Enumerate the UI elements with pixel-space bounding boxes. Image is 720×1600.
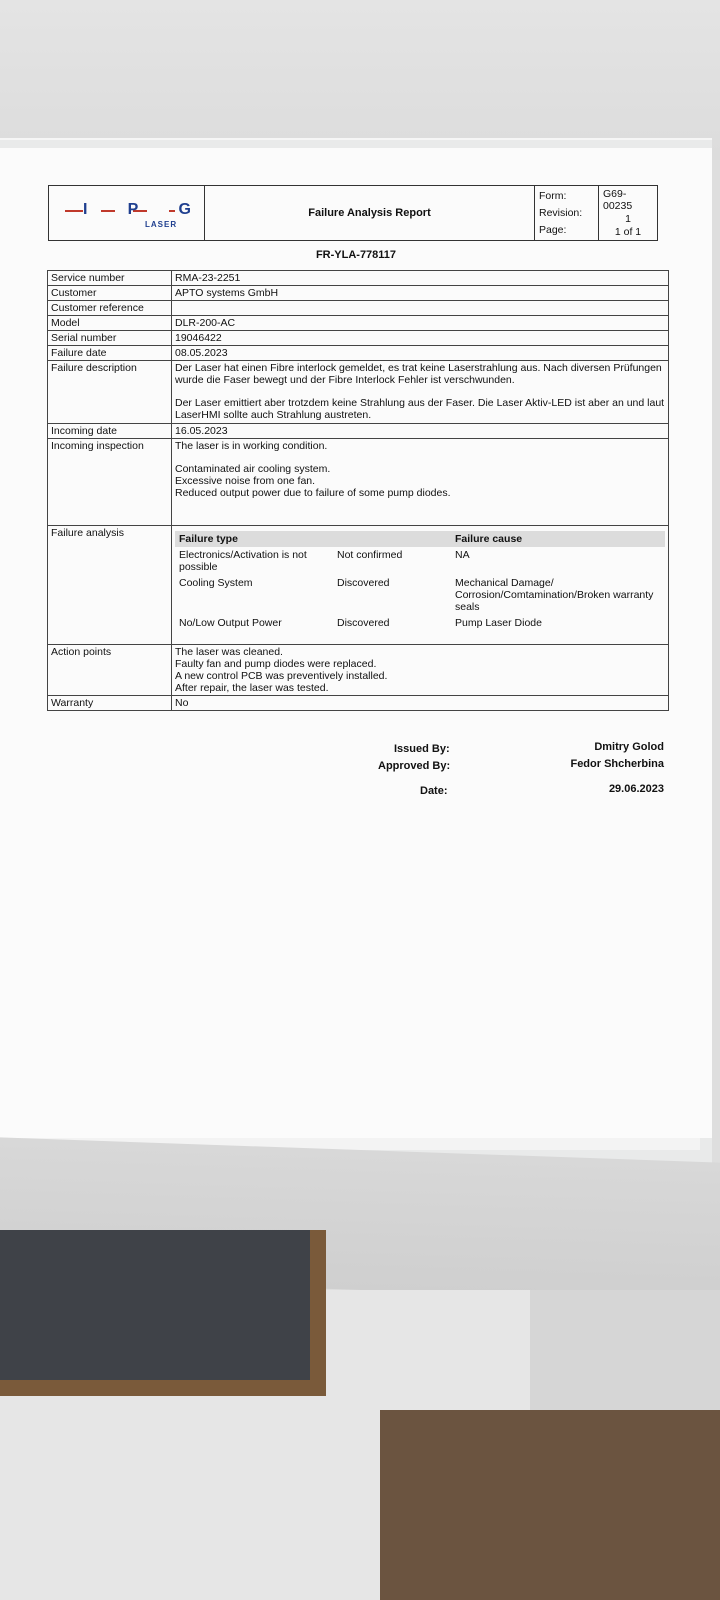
background-wall — [0, 0, 720, 160]
failure-analysis-value — [172, 526, 669, 645]
failure-cause-cell: Mechanical Damage/ Corrosion/Comtamination/Broken warranty seals — [455, 577, 654, 613]
customer-label: Customer — [48, 286, 172, 301]
incoming-inspection-l1: The laser is in working condition. — [175, 440, 328, 452]
action-points-value — [172, 645, 669, 696]
wood-board — [380, 1410, 720, 1600]
table-row — [48, 424, 669, 439]
revision-value: 1 — [625, 212, 631, 225]
failure-type-header: Failure type — [175, 531, 333, 547]
failure-cause-cell: NA — [455, 549, 470, 561]
failure-status-cell: Discovered — [337, 617, 390, 629]
failure-description-value — [172, 361, 669, 424]
table-row — [48, 439, 669, 526]
model-value: DLR-200-AC — [172, 316, 669, 331]
customer-value: APTO systems GmbH — [172, 286, 669, 301]
ipg-logo — [49, 186, 205, 240]
table-row — [48, 316, 669, 331]
foam-tray — [0, 1230, 326, 1396]
report-title: Failure Analysis Report — [205, 186, 535, 240]
failure-analysis-table — [175, 531, 665, 631]
action-points-l2: Faulty fan and pump diodes were replaced. — [175, 658, 377, 670]
failure-description-p1: Der Laser hat einen Fibre interlock gemeldet, es trat keine Laserstrahlung aus. Nach diversen Prüfungen wurde die Faser bewegt und der Fibre Interlock Fehler ist verschwunden. — [175, 362, 662, 386]
failure-analysis-header-row — [175, 531, 665, 547]
document-id: FR-YLA-778117 — [315, 249, 397, 261]
customer-reference-label: Customer reference — [48, 301, 172, 316]
report-header — [48, 185, 658, 241]
revision-label: Revision: — [539, 206, 583, 219]
logo-letter-i: I — [83, 201, 90, 218]
failure-type-cell: Electronics/Activation is not possible — [179, 549, 307, 573]
model-label: Model — [48, 316, 172, 331]
warranty-label: Warranty — [48, 696, 172, 711]
incoming-inspection-label: Incoming inspection — [48, 439, 172, 526]
failure-status-cell: Discovered — [337, 577, 390, 589]
report-table — [47, 270, 669, 711]
failure-date-value: 08.05.2023 — [172, 346, 669, 361]
table-row — [48, 526, 669, 645]
failure-description-label: Failure description — [48, 361, 172, 424]
service-number-value: RMA-23-2251 — [172, 271, 669, 286]
failure-status-cell: Not confirmed — [337, 549, 403, 561]
incoming-inspection-value — [172, 439, 669, 526]
serial-number-label: Serial number — [48, 331, 172, 346]
date-label: Date: — [420, 785, 448, 797]
issued-by-label: Issued By: — [394, 743, 450, 755]
service-number-label: Service number — [48, 271, 172, 286]
failure-analysis-row — [175, 547, 665, 575]
table-row — [48, 331, 669, 346]
page-label: Page: — [539, 223, 567, 236]
approved-by-label: Approved By: — [378, 760, 451, 772]
table-row — [48, 696, 669, 711]
logo-letter-g: G — [178, 201, 193, 218]
failure-type-cell: Cooling System — [179, 577, 253, 589]
page-value: 1 of 1 — [614, 225, 642, 238]
table-row — [48, 301, 669, 316]
failure-cause-cell: Pump Laser Diode — [455, 617, 542, 629]
action-points-label: Action points — [48, 645, 172, 696]
approved-by-name: Fedor Shcherbina — [570, 758, 664, 770]
table-row — [48, 286, 669, 301]
failure-cause-header: Failure cause — [451, 531, 665, 547]
action-points-l1: The laser was cleaned. — [175, 646, 283, 658]
form-value: G69-00235 — [603, 188, 633, 213]
logo-letter-p: P — [127, 201, 141, 218]
failure-status-header — [333, 531, 451, 547]
action-points-l3: A new control PCB was preventively installed. — [175, 670, 388, 682]
incoming-inspection-l2: Contaminated air cooling system. — [175, 463, 331, 475]
customer-reference-value — [172, 301, 669, 316]
failure-date-label: Failure date — [48, 346, 172, 361]
logo-laser-text: LASER — [145, 220, 178, 229]
failure-type-cell: No/Low Output Power — [179, 617, 282, 629]
incoming-date-value: 16.05.2023 — [172, 424, 669, 439]
date-value: 29.06.2023 — [608, 783, 664, 795]
warranty-value: No — [172, 696, 669, 711]
serial-number-value: 19046422 — [172, 331, 669, 346]
table-row — [48, 271, 669, 286]
failure-analysis-row — [175, 615, 665, 631]
form-label: Form: — [539, 190, 567, 203]
incoming-inspection-l4: Reduced output power due to failure of some pump diodes. — [175, 487, 451, 499]
incoming-date-label: Incoming date — [48, 424, 172, 439]
form-meta — [535, 186, 657, 240]
failure-analysis-row — [175, 575, 665, 615]
table-row — [48, 645, 669, 696]
incoming-inspection-l3: Excessive noise from one fan. — [175, 475, 316, 487]
failure-description-p2: Der Laser emittiert aber trotzdem keine Strahlung aus der Faser. Die Laser Aktiv-LED ist aber an und laut LaserHMI sollte auch Strahlung austreten. — [175, 397, 665, 421]
action-points-l4: After repair, the laser was tested. — [175, 682, 329, 694]
failure-analysis-label: Failure analysis — [48, 526, 172, 645]
report-page — [0, 148, 712, 1138]
issued-by-name: Dmitry Golod — [594, 741, 664, 753]
table-row — [48, 361, 669, 424]
table-row — [48, 346, 669, 361]
